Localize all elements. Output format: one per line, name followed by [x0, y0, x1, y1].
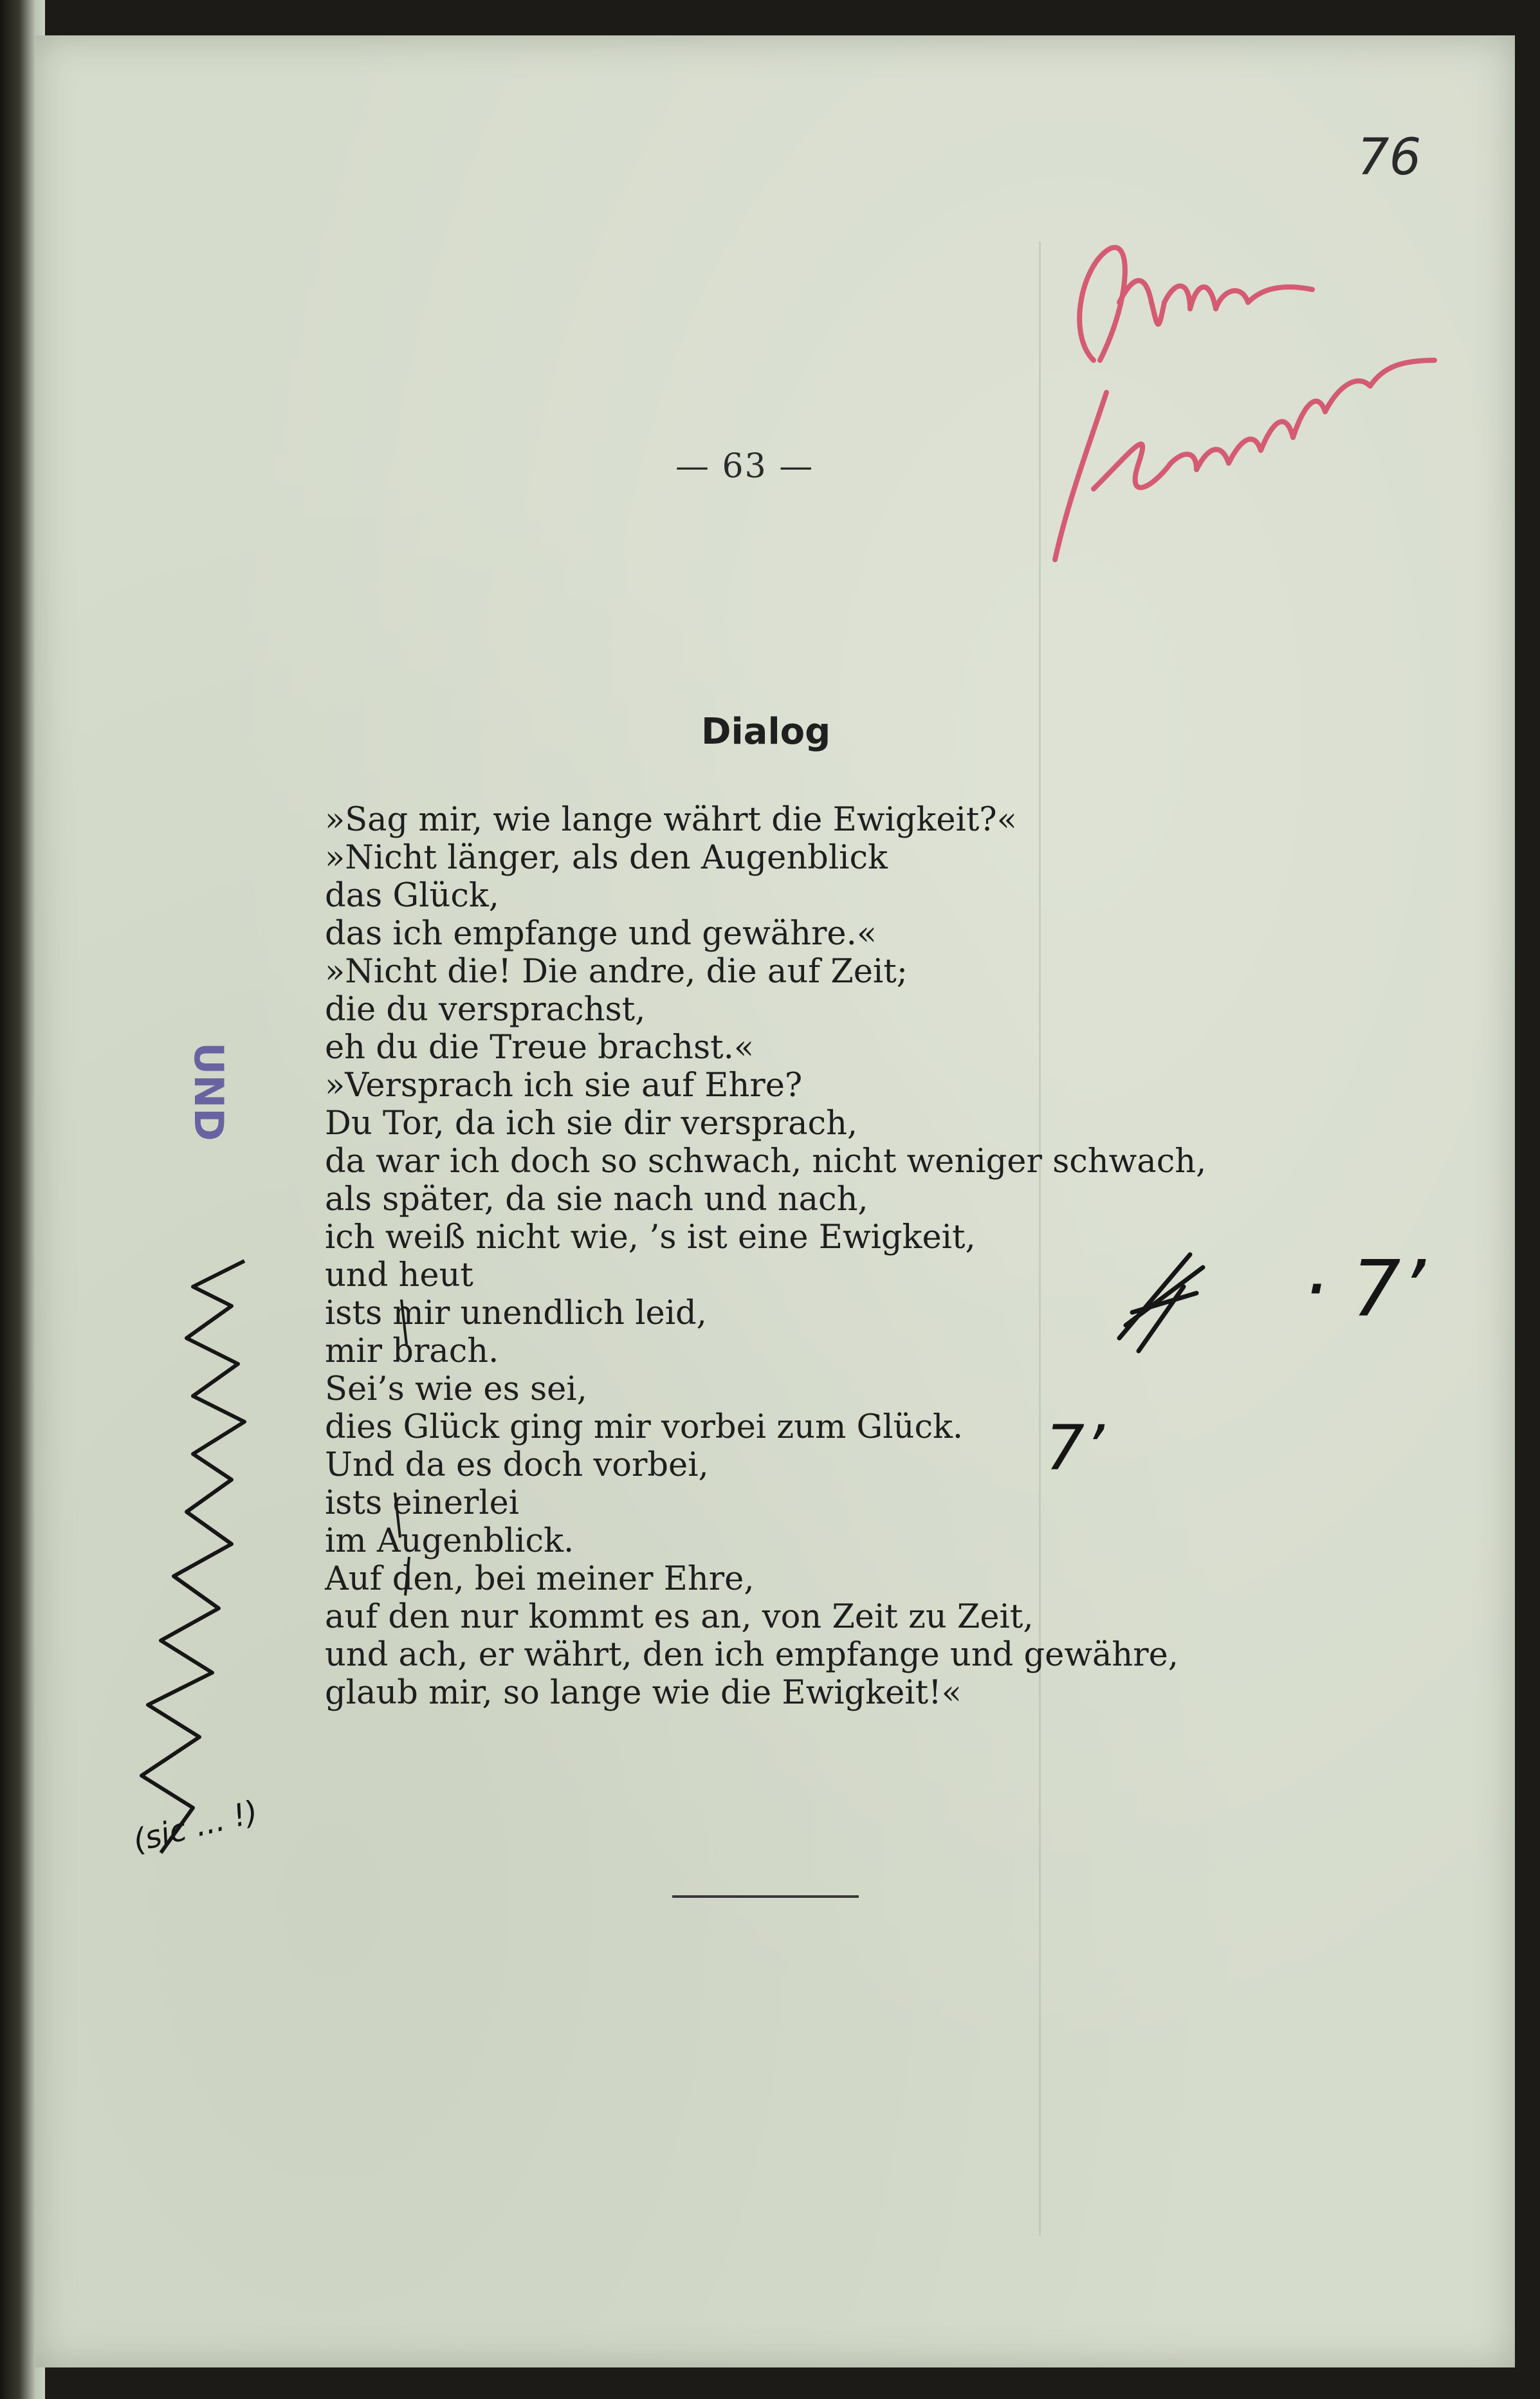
poem-line: und ach, er währt, den ich empfange und gewähre, [325, 1636, 1178, 1674]
poem-line: »Nicht länger, als den Augenblick [325, 839, 888, 877]
poem-title: Dialog [701, 711, 831, 753]
margin-mark-right: · 7’ [1303, 1245, 1425, 1334]
poem-line: das ich empfange und gewähre.« [325, 915, 877, 953]
poem-line: die du versprachst, [325, 991, 646, 1029]
poem-line: »Nicht die! Die andre, die auf Zeit; [325, 953, 908, 991]
page-number: — 63 — [675, 447, 814, 486]
poem-body [325, 801, 1206, 1712]
poem-line: dies Glück ging mir vorbei zum Glück. [325, 1408, 964, 1446]
poem-line: Du Tor, da ich sie dir versprach, [325, 1105, 858, 1143]
poem-line: Auf den, bei meiner Ehre, [325, 1560, 755, 1598]
poem-line: als später, da sie nach und nach, [325, 1181, 868, 1218]
folio-number: 76 [1357, 129, 1422, 187]
closing-rule [672, 1895, 859, 1898]
poem-line: und heut [325, 1256, 473, 1294]
margin-note-left: (sic ... !) [129, 1793, 262, 1860]
poem-line: Sei’s wie es sei, [325, 1370, 587, 1408]
poem-line: ich weiß nicht wie, ’s ist eine Ewigkeit, [325, 1218, 976, 1256]
poem-line: ists einerlei [325, 1484, 520, 1522]
poem-line: eh du die Treue brachst.« [325, 1029, 755, 1067]
poem-line: glaub mir, so lange wie die Ewigkeit!« [325, 1674, 962, 1712]
poem-line: ists mir unendlich leid, [325, 1294, 707, 1332]
poem-line: Und da es doch vorbei, [325, 1446, 709, 1484]
poem-line: »Versprach ich sie auf Ehre? [325, 1067, 803, 1105]
poem-line: auf den nur kommt es an, von Zeit zu Zeit, [325, 1598, 1034, 1636]
margin-mark-middle: 7’ [1045, 1412, 1105, 1484]
poem-line: da war ich doch so schwach, nicht weniger schwach, [325, 1143, 1207, 1181]
poem-line: im Augenblick. [325, 1522, 574, 1560]
poem-line: mir brach. [325, 1332, 499, 1370]
faded-library-stamp [187, 515, 264, 1866]
violet-stamp-text: UND [185, 1042, 232, 1141]
poem-line: »Sag mir, wie lange währt die Ewigkeit?« [325, 801, 1017, 839]
poem-line: das Glück, [325, 877, 500, 915]
